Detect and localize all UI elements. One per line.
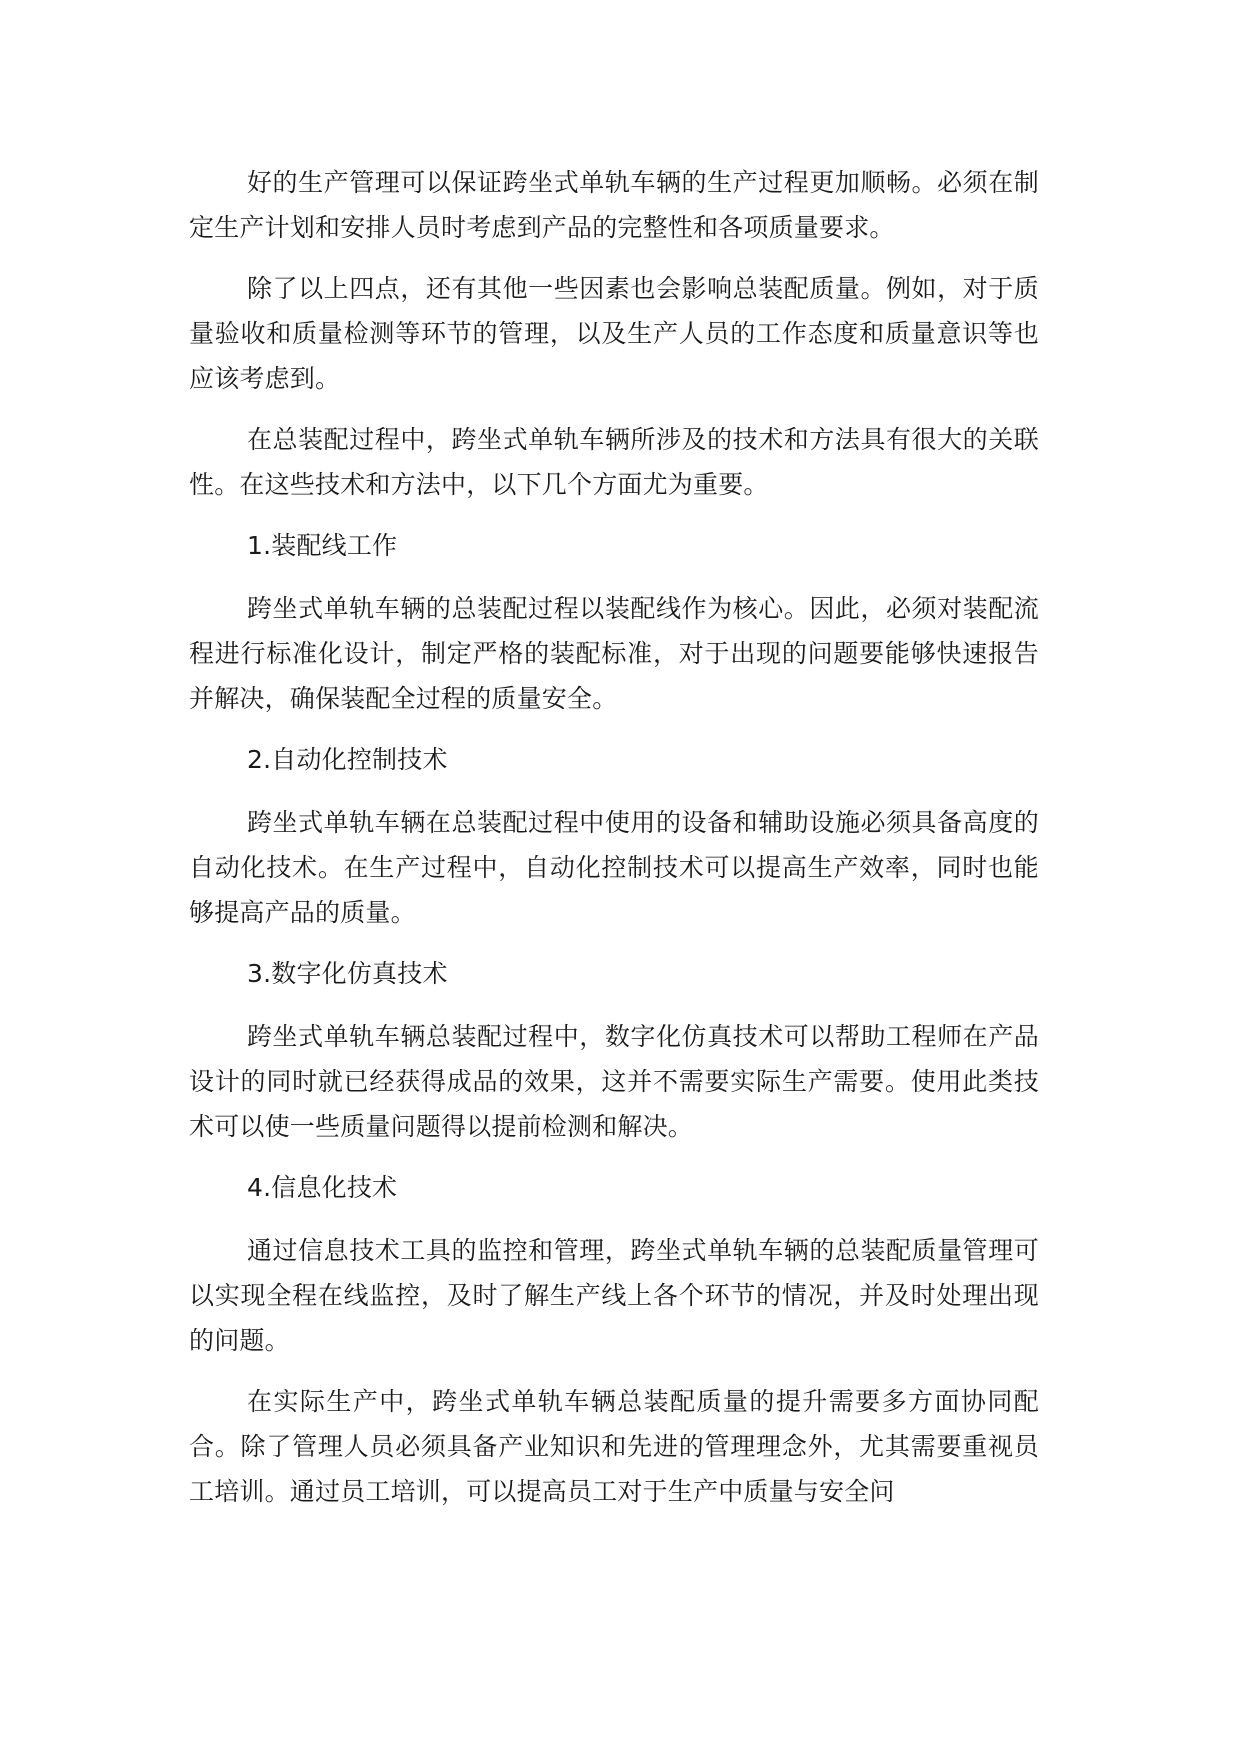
heading-automation-control: 2.自动化控制技术	[247, 745, 448, 774]
paragraph-employee-training: 在实际生产中，跨坐式单轨车辆总装配质量的提升需要多方面协同配合。除了管理人员必须具备产业知识和先进的管理理念外，尤其需要重视员工培训。通过员工培训，可以提高员工对于生产中质量与安全问	[189, 1387, 1039, 1506]
paragraph-automation-control: 跨坐式单轨车辆在总装配过程中使用的设备和辅助设施必须具备高度的自动化技术。在生产过程中，自动化控制技术可以提高生产效率，同时也能够提高产品的质量。	[189, 808, 1039, 927]
paragraph-digital-simulation: 跨坐式单轨车辆总装配过程中，数字化仿真技术可以帮助工程师在产品设计的同时就已经获得成品的效果，这并不需要实际生产需要。使用此类技术可以使一些质量问题得以提前检测和解决。	[189, 1022, 1039, 1141]
paragraph-assembly-line: 跨坐式单轨车辆的总装配过程以装配线作为核心。因此，必须对装配流程进行标准化设计，制定严格的装配标准，对于出现的问题要能够快速报告并解决，确保装配全过程的质量安全。	[189, 594, 1039, 713]
heading-digital-simulation: 3.数字化仿真技术	[247, 959, 448, 988]
paragraph-production-management: 好的生产管理可以保证跨坐式单轨车辆的生产过程更加顺畅。必须在制定生产计划和安排人员时考虑到产品的完整性和各项质量要求。	[189, 168, 1039, 242]
heading-information-technology: 4.信息化技术	[247, 1173, 398, 1202]
document-page	[189, 160, 1039, 1530]
paragraph-technology-relevance: 在总装配过程中，跨坐式单轨车辆所涉及的技术和方法具有很大的关联性。在这些技术和方法中，以下几个方面尤为重要。	[189, 425, 1039, 499]
paragraph-information-technology: 通过信息技术工具的监控和管理，跨坐式单轨车辆的总装配质量管理可以实现全程在线监控，及时了解生产线上各个环节的情况，并及时处理出现的问题。	[189, 1236, 1039, 1355]
paragraph-other-factors: 除了以上四点，还有其他一些因素也会影响总装配质量。例如，对于质量验收和质量检测等环节的管理，以及生产人员的工作态度和质量意识等也应该考虑到。	[189, 274, 1039, 393]
heading-assembly-line: 1.装配线工作	[247, 531, 398, 560]
